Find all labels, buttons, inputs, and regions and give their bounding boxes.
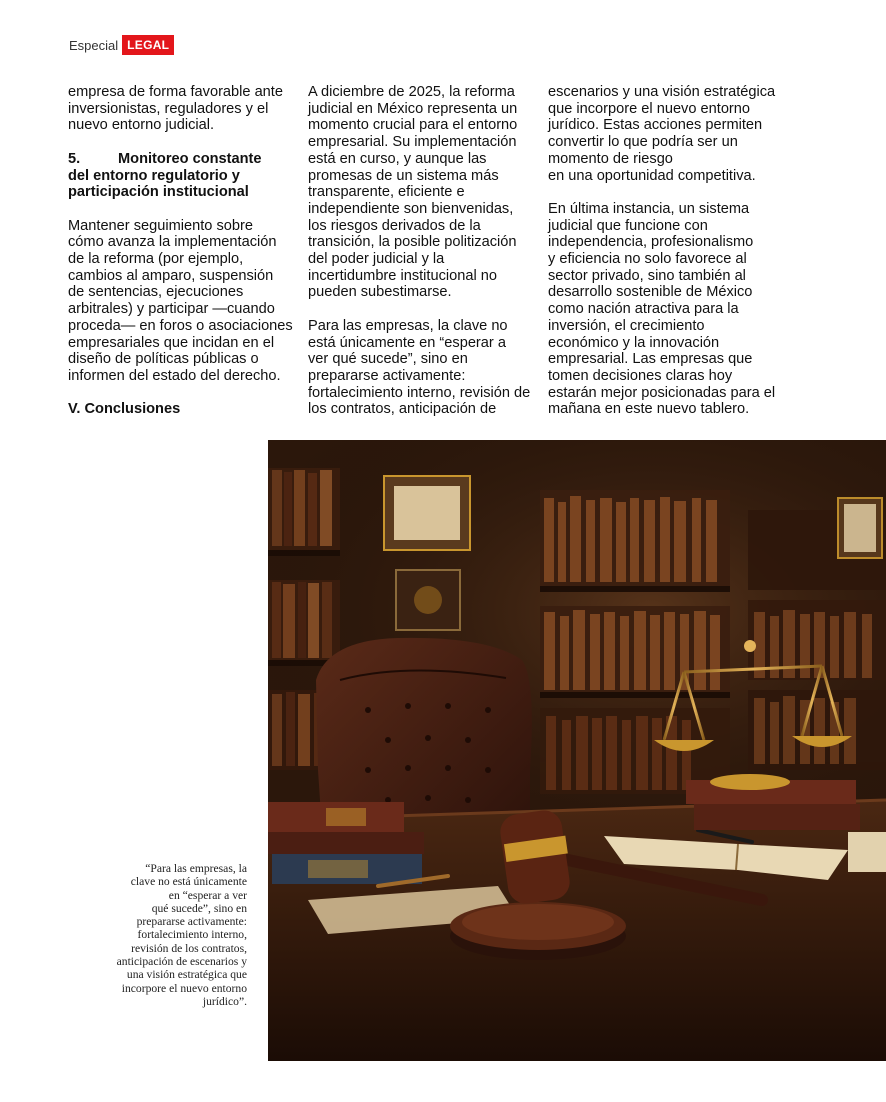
body-line: nuevo entorno judicial. <box>68 117 215 134</box>
body-line: estarán mejor posicionadas para el <box>548 384 776 401</box>
body-line: desarrollo sostenible de México <box>548 284 753 301</box>
quote-line: “Para las empresas, la <box>145 862 247 875</box>
body-line: pueden subestimarse. <box>308 284 452 301</box>
body-line: momento de riesgo <box>548 150 673 167</box>
body-line: de la reforma (por ejemplo, <box>68 251 244 267</box>
section-heading-5 <box>68 151 292 168</box>
body-line: los contratos, anticipación de <box>308 401 497 418</box>
body-line: mañana en este nuevo tablero. <box>548 401 750 418</box>
courtroom-photo <box>268 440 886 1061</box>
heading-line: Monitoreo constante <box>118 150 262 167</box>
quote-line: incorpore el nuevo entorno <box>121 981 247 995</box>
body-line: transición, la posible politización <box>308 234 517 251</box>
body-line: promesas de un sistema más <box>308 167 499 184</box>
quote-line: clave no está únicamente <box>130 875 247 889</box>
body-line: momento crucial para el entorno <box>308 117 518 134</box>
conclusions-heading: V. Conclusiones <box>68 401 181 418</box>
body-line: prepararse activamente: <box>308 367 466 384</box>
body-line: está únicamente en “esperar a <box>308 334 506 351</box>
heading-line: participación institucional <box>68 184 249 201</box>
body-line: del poder judicial y la <box>308 251 445 268</box>
text-column-3 <box>548 84 780 418</box>
body-line: proceda— en foros o asociaciones <box>68 317 293 334</box>
body-line: inversionistas, reguladores y el <box>68 100 269 117</box>
body-line: transparente, eficiente e <box>308 184 465 201</box>
body-line: como nación atractiva para la <box>548 301 739 318</box>
body-line: empresarial. Su implementación <box>308 134 517 151</box>
quote-line: anticipación de escenarios y <box>116 955 247 969</box>
quote-line: fortalecimiento interno, <box>137 928 247 942</box>
body-line: diseño de políticas públicas o <box>68 351 259 368</box>
body-line: En última instancia, un sistema <box>548 200 750 217</box>
text-column-1 <box>68 84 292 418</box>
body-line: sector privado, sino también al <box>548 267 746 284</box>
body-line: Para las empresas, la clave no <box>308 317 508 334</box>
quote-line: prepararse activamente: <box>136 915 247 929</box>
heading-line: del entorno regulatorio y <box>68 167 240 184</box>
body-line: fortalecimiento interno, revisión de <box>308 384 531 401</box>
body-line: inversión, el crecimiento <box>548 317 705 334</box>
body-line: escenarios y una visión estratégica <box>548 84 776 100</box>
body-line: A diciembre de 2025, la reforma <box>308 84 515 100</box>
quote-line: una visión estratégica que <box>126 968 247 982</box>
heading-number: 5. <box>68 150 81 167</box>
body-line: Mantener seguimiento sobre <box>68 217 253 234</box>
body-line: empresariales que incidan en el <box>68 334 275 351</box>
body-line: en una oportunidad competitiva. <box>548 167 756 184</box>
body-line: empresa de forma favorable ante <box>68 84 283 100</box>
body-line: independencia, profesionalismo <box>548 234 754 251</box>
body-line: los riesgos derivados de la <box>308 217 481 234</box>
body-line: informen del estado del derecho. <box>68 367 281 384</box>
body-line: arbitrales) y participar —cuando <box>68 301 275 318</box>
quote-line: qué sucede”, sino en <box>151 901 247 915</box>
body-line: cambios al amparo, suspensión <box>68 267 274 284</box>
quote-line: revisión de los contratos, <box>131 941 247 955</box>
body-line: judicial en México representa un <box>308 100 518 117</box>
body-line: que incorpore el nuevo entorno <box>548 100 751 117</box>
page-header <box>69 34 174 56</box>
quote-line: jurídico”. <box>202 994 247 1008</box>
body-line: empresarial. Las empresas que <box>548 351 753 368</box>
quote-line: en “esperar a ver <box>168 888 247 902</box>
body-line: convertir lo que podría ser un <box>548 134 738 151</box>
body-line: está en curso, y aunque las <box>308 150 487 167</box>
section-label: Especial <box>69 37 119 53</box>
body-line: judicial que funcione con <box>548 217 708 234</box>
body-line: independiente son bienvenidas, <box>308 200 514 217</box>
body-line: económico y la innovación <box>548 334 720 351</box>
body-line: jurídico. Estas acciones permiten <box>548 117 763 134</box>
section-badge: LEGAL <box>122 35 174 55</box>
body-line: cómo avanza la implementación <box>68 234 277 251</box>
body-line: y eficiencia no solo favorece al <box>548 251 747 268</box>
body-line: incertidumbre institucional no <box>308 267 498 284</box>
pull-quote <box>100 862 247 1008</box>
body-line: ver qué sucede”, sino en <box>308 351 468 368</box>
body-line: tomen decisiones claras hoy <box>548 367 733 384</box>
text-column-2 <box>308 84 532 418</box>
body-line: de sentencias, ejecuciones <box>68 284 244 301</box>
